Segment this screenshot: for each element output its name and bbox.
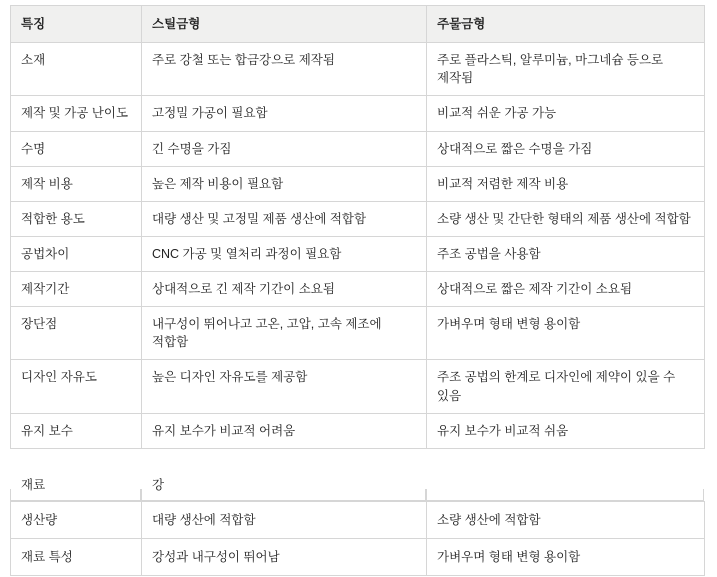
cell-cast: 가벼우며 형태 변형 용이함 (427, 307, 705, 360)
table-row (11, 236, 705, 271)
cell-steel: 대량 생산에 적합함 (142, 502, 427, 539)
table-row (11, 502, 705, 539)
table-body-second (11, 502, 705, 576)
cell-cast: 비교적 저렴한 제작 비용 (427, 166, 705, 201)
cell-steel: 강성과 내구성이 뛰어남 (142, 539, 427, 576)
table-row (11, 96, 705, 131)
clipped-cell-cast (426, 489, 704, 501)
table-header-row (11, 6, 705, 43)
table-row (11, 272, 705, 307)
table-header (11, 6, 705, 43)
clipped-table-row (10, 478, 704, 501)
cell-feature: 유지 보수 (11, 413, 142, 448)
cell-feature: 제작 비용 (11, 166, 142, 201)
cell-feature: 수명 (11, 131, 142, 166)
cell-cast: 가벼우며 형태 변형 용이함 (427, 539, 705, 576)
column-header-cast-mold: 주물금형 (427, 6, 705, 43)
cell-cast: 유지 보수가 비교적 쉬움 (427, 413, 705, 448)
cell-steel: 대량 생산 및 고정밀 제품 생산에 적합함 (142, 201, 427, 236)
clipped-feature-text: 재료 (21, 478, 46, 492)
cell-steel: 유지 보수가 비교적 어려움 (142, 413, 427, 448)
cell-cast: 상대적으로 짧은 제작 기간이 소요됨 (427, 272, 705, 307)
clipped-steel-text: 강 (152, 478, 165, 492)
cell-cast: 비교적 쉬운 가공 가능 (427, 96, 705, 131)
table-row (11, 131, 705, 166)
cell-cast: 주조 공법의 한계로 디자인에 제약이 있을 수 있음 (427, 360, 705, 413)
comparison-table-main (10, 5, 705, 449)
cell-feature: 공법차이 (11, 236, 142, 271)
cell-feature: 적합한 용도 (11, 201, 142, 236)
cell-cast: 주조 공법을 사용함 (427, 236, 705, 271)
cell-feature: 소재 (11, 43, 142, 96)
table-row (11, 307, 705, 360)
clipped-cell-feature (10, 478, 141, 501)
cell-steel: 긴 수명을 가짐 (142, 131, 427, 166)
cell-steel: 높은 디자인 자유도를 제공함 (142, 360, 427, 413)
cell-cast: 소량 생산 및 간단한 형태의 제품 생산에 적합함 (427, 201, 705, 236)
cell-feature: 제작기간 (11, 272, 142, 307)
cell-cast: 주로 플라스틱, 알루미늄, 마그네슘 등으로 제작됨 (427, 43, 705, 96)
table-row (11, 43, 705, 96)
cell-feature: 생산량 (11, 502, 142, 539)
table-row (11, 413, 705, 448)
cell-steel: 높은 제작 비용이 필요함 (142, 166, 427, 201)
cell-steel: 주로 강철 또는 합금강으로 제작됨 (142, 43, 427, 96)
mold-comparison-table-continued (10, 501, 705, 576)
cell-feature: 디자인 자유도 (11, 360, 142, 413)
clipped-row-inner (10, 478, 704, 501)
cell-steel: 내구성이 뛰어나고 고온, 고압, 고속 제조에 적합함 (142, 307, 427, 360)
cell-feature: 제작 및 가공 난이도 (11, 96, 142, 131)
cell-feature: 재료 특성 (11, 539, 142, 576)
table-row (11, 166, 705, 201)
cell-cast: 소량 생산에 적합함 (427, 502, 705, 539)
clipped-cell-steel (141, 478, 426, 501)
cell-steel: CNC 가공 및 열처리 과정이 필요함 (142, 236, 427, 271)
table-row (11, 360, 705, 413)
cell-cast: 상대적으로 짧은 수명을 가짐 (427, 131, 705, 166)
mold-comparison-table (10, 5, 705, 449)
column-header-steel-mold: 스틸금형 (142, 6, 427, 43)
cell-feature: 장단점 (11, 307, 142, 360)
table-row (11, 201, 705, 236)
cell-steel: 고정밀 가공이 필요함 (142, 96, 427, 131)
comparison-table-second (10, 501, 705, 576)
column-header-feature: 특징 (11, 6, 142, 43)
cell-steel: 상대적으로 긴 제작 기간이 소요됨 (142, 272, 427, 307)
table-row (11, 539, 705, 576)
table-body (11, 43, 705, 449)
